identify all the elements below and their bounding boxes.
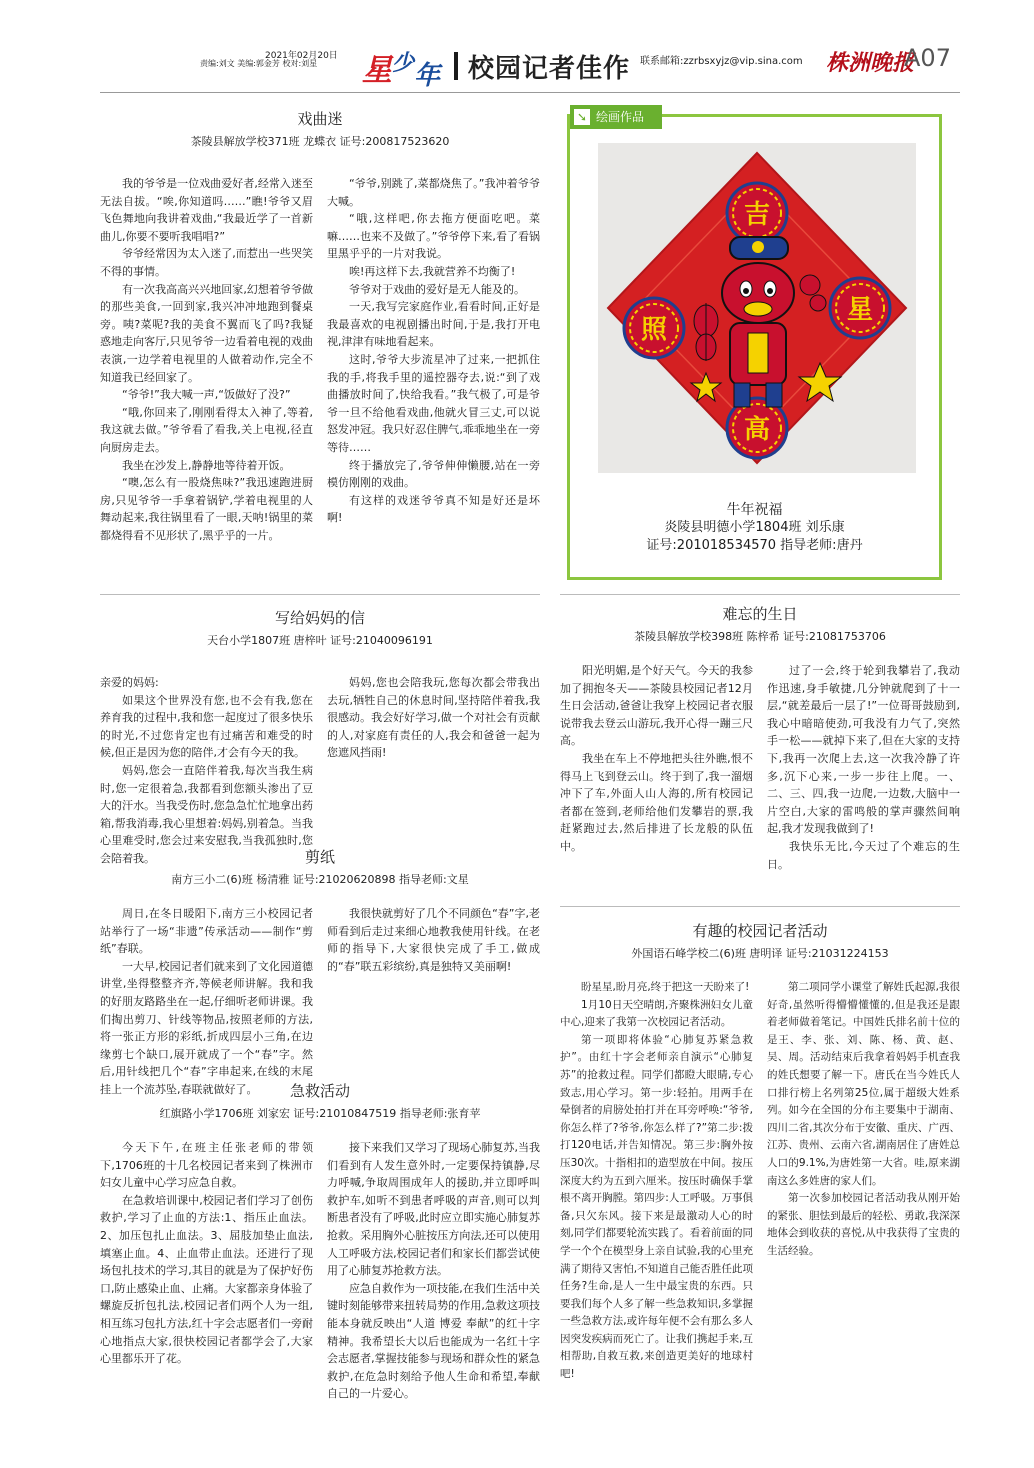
header-rule — [100, 92, 960, 93]
paragraph: 1月10日天空晴朗,齐聚株洲妇女儿童中心,迎来了我第一次校园记者活动。 — [560, 998, 753, 1029]
artwork-cert: 证号:2010185345​70 指导老师:唐丹 — [646, 538, 863, 553]
paragraph: 我快乐无比,今天过了个难忘的生日。 — [767, 839, 960, 871]
text-column — [327, 674, 540, 868]
text-column — [767, 662, 960, 873]
article-byline: 外国语石峰学校二(6)班 唐明译 证号:21031224153 — [631, 947, 889, 960]
artwork-image — [598, 143, 916, 473]
xing-shao-nian-logo — [360, 46, 448, 88]
artwork-caption — [570, 501, 939, 555]
paragraph: 接下来我们又学习了现场心肺复苏,当我们看到有人发生意外时,一定要保持镇静,尽力呼喊,争取周围成年人的援助,并立即呼叫救护车,如听不到患者呼吸的声音,则可以判断患者没有了呼吸,此时应立即实施心肺复苏抢救。采用胸外心脏按压方向法,还可以使用人工呼吸方法,校园记者们和家长们都尝试使用了心肺复苏抢救方法。 — [327, 1141, 540, 1278]
paragraph: “噢,怎么有一股烧焦味?”我迅速跑进厨房,只见爷爷一手拿着锅铲,学着电视里的人舞动起来,我往锅里看了一眼,天呐!锅里的菜都烧得看不见形状了,黑乎乎的一片。 — [100, 476, 313, 542]
article-letter-to-mom — [100, 607, 540, 868]
contact-email: 联系邮箱:zzrbsxyjz@vip.sina.com — [640, 56, 803, 67]
artwork-box — [567, 110, 942, 580]
paragraph: 有一次我高高兴兴地回家,幻想着爷爷做的那些美食,一回到家,我兴冲冲地跑到餐桌旁。咦?菜呢?我的美食不翼而飞了吗?我疑惑地走向客厅,只见爷爷一边看着电视的戏曲表演,一边学着电视里的人做着动作,完全不知道我已经回家了。 — [100, 282, 313, 384]
page-number: A07 — [904, 44, 951, 72]
article-reporter-activity — [560, 920, 960, 1384]
header-divider — [454, 52, 458, 80]
paragraph: 有这样的戏迷爷爷真不知是好还是坏啊! — [327, 493, 540, 525]
svg-text:星: 星 — [846, 295, 874, 325]
paragraph: 爷爷经常因为太入迷了,而惹出一些哭笑不得的事情。 — [100, 247, 313, 278]
article-byline: 茶陵县解放学校371班 龙蝶衣 证号:20081752362​0 — [190, 135, 450, 148]
paragraph: 第一项即将体验“心肺复苏紧急救护”。由红十字会老师亲自演示“心肺复苏”的抢救过程。同学们都瞪大眼睛,专心致志,用心学习。第一步:轻拍。用两手在晕倒者的肩膀处拍打并在耳旁呼唤:“爷爷,你怎么样了?爷爷,你怎么样了?”第二步:拨打120电话,并告知情况。第三步:胸外按压30次。十指相扣的造型放在中间。按压深度大约为五到六厘米。按压时确保手掌根不离开胸膛。第四步:人工呼吸。万事俱备,只欠东风。接下来是最激动人心的时刻,同学们都要轮流实践了。看着前面的同学一个个在模型身上亲自试验,我的心里充满了期待又害怕,不知道自己能否胜任此项任务?生命,是人一生中最宝贵的东西。只要我们每个人多了解一些急救知识,多掌握一些急救方法,或许每年便不会有那么多人因突发疾病而死亡了。让我们携起手来,互相帮助,自救互救,来创造更美好的地球村吧! — [560, 1033, 753, 1381]
paragraph: 一天,我写完家庭作业,看看时间,正好是我最喜欢的电视剧播出时间,于是,我打开电视,津津有味地看起来。 — [327, 300, 540, 349]
article-title: 戏曲迷 — [297, 110, 343, 128]
svg-text:吉: 吉 — [743, 200, 771, 230]
text-column — [560, 662, 753, 873]
svg-text:照: 照 — [640, 315, 668, 345]
page-header — [0, 40, 1034, 90]
artwork-title: 牛年祝福 — [726, 502, 783, 518]
article-byline: 红旗路小学1706班 刘家宏 证号:21010847519 指导老师:张育苹 — [159, 1107, 481, 1120]
paragraph: 第二项同学小课堂了解姓氏起源,我很好奇,虽然听得懵懵懂懂的,但是我还是跟着老师做着笔记。中国姓氏排名前十位的是王、李、张、刘、陈、杨、黄、赵、吴、周。活动结束后我拿着妈妈手机查我的姓氏想要了解一下。唐氏在当今姓氏人口排行榜上名列第25位,属于超级大姓系列。如今在全国的分布主要集中于湖南、四川二省,其次分布于安徽、重庆、广西、江苏、贵州、云南六省,湖南居住了唐姓总人口的9.1%,为唐姓第一大省。哇,原来湖南这么多姓唐的家人们。 — [767, 981, 960, 1187]
paragraph: 亲爱的妈妈: — [100, 676, 159, 689]
paragraph: 盼星星,盼月亮,终于把这一天盼来了! — [581, 981, 750, 993]
paragraph: 今天下午,在班主任张老师的带领下,1706班的十几名校园记者来到了株洲市妇女儿童中心学习应急自救。 — [100, 1141, 313, 1190]
artwork-tag-label: 绘画作品 — [596, 110, 645, 124]
article-byline: 茶陵县解放学校398班 陈梓希 证号:21081753706 — [634, 630, 886, 643]
section-title: 校园记者佳作 — [468, 54, 631, 84]
article-title: 剪纸 — [304, 848, 335, 866]
article-byline: 天台小学1807班 唐梓叶 证号:21040096191 — [207, 634, 433, 647]
article-paper-cutting — [100, 846, 540, 1099]
editor-credits: 责编:刘文 美编:郭金芳 校对:刘星 — [200, 59, 318, 68]
text-column — [560, 979, 753, 1384]
text-column — [327, 1139, 540, 1403]
article-memorable-birthday — [560, 603, 960, 873]
paragraph: 一大早,校园记者们就来到了文化园道德讲堂,坐得整整齐齐,等候老师讲解。我和我的好朋友路路坐在一起,仔细听老师讲课。我们掏出剪刀、针线等物品,按照老师的方法,将一张正方形的彩纸,折成四层小三角,在边缘剪七个缺口,展开就成了一个“春”字。然后,用针线把几个“春”字串起来,在线的末尾挂上一个流苏坠,春联就做好了。 — [100, 959, 313, 1096]
section-rule — [560, 906, 960, 907]
text-column — [100, 905, 313, 1099]
paragraph: 唉!再这样下去,我就营养不均衡了! — [349, 264, 516, 278]
paragraph: 我坐在沙发上,静静地等待着开饭。 — [122, 458, 291, 472]
artwork-school: 炎陵县明德小学1804班 刘乐康 — [664, 520, 845, 535]
paragraph: 妈妈,您会一直陪伴着我,每次当我生病时,您一定很着急,我都看到您额头渗出了豆大的汗水。当我受伤时,您急急忙忙地拿出药箱,帮我消毒,我心里想着:妈妈,别着急。当我心里难受时,您会过来安慰我,当我孤独时,您会陪着我。 — [100, 763, 313, 865]
paragraph: 在急救培训课中,校园记者们学习了创伤救护,学习了止血的方法:1、指压止血法。2、加压包扎止血法。3、屈肢加垫止血法,填塞止血。4、止血带止血法。还进行了现场包扎技术的学习,其目的就是为了保护好伤口,防止感染止血、止痛。大家都亲身体验了螺旋反折包扎法,校园记者们两个人为一组,相互练习包扎方法,红十字会志愿者们一旁耐心地指点大家,很快校园记者都学会了,大家心里都乐开了花。 — [100, 1193, 313, 1366]
issue-date: 2021年02月20日 — [265, 51, 338, 61]
paragraph: 爷爷对于戏曲的爱好是无人能及的。 — [349, 282, 525, 296]
paragraph: “爷爷,别跳了,菜都烧焦了。”我冲着爷爷大喊。 — [327, 177, 540, 208]
logo-char-3: 年 — [414, 61, 441, 88]
char-circle-right — [830, 278, 890, 338]
paragraph: 应急自救作为一项技能,在我们生活中关键时刻能够带来扭转局势的作用,急救这项技能本身就反映出“人道 博爱 奉献”的红十字精神。我希望长大以后也能成为一名红十字会志愿者,掌握技能参与现场和群众性的紧急救护,在危急时刻给予他人生命和希望,奉献自己的一片爱心。 — [327, 1281, 540, 1401]
arrow-icon: ➘ — [574, 109, 590, 125]
text-column — [767, 979, 960, 1384]
text-column — [100, 1139, 313, 1403]
paragraph: 妈妈,您也会陪我玩,您每次都会带我出去玩,牺牲自己的休息时间,坚持陪伴着我,我很感动。我会好好学习,做一个对社会有贡献的人,对家庭有责任的人,我会和爸爸一起为您遮风挡雨! — [327, 676, 540, 760]
article-opera-fan — [100, 108, 540, 544]
paragraph: 第一次参加校园记者活动我从刚开始的紧张、胆怯到最后的轻松、勇敢,我深深地体会到收获的喜悦,从中我获得了宝贵的生活经验。 — [767, 1192, 960, 1257]
text-column — [327, 905, 540, 1099]
article-title: 有趣的校园记者活动 — [692, 922, 828, 940]
section-rule — [560, 594, 960, 595]
paragraph: “哦,你回来了,刚刚看得太入神了,等着,我这就去做。”爷爷看了看我,关上电视,径直向厨房走去。 — [100, 405, 313, 454]
text-column — [100, 674, 313, 868]
paragraph: 我坐在车上不停地把头往外瞧,恨不得马上飞到登云山。终于到了,我一溜烟冲下了车,外面人山人海的,所有校园记者都在签到,老师给他们发攀岩的票,我赶紧跑过去,然后排进了长龙般的队伍中。 — [560, 751, 753, 853]
logo-char-2: 少 — [392, 51, 415, 76]
char-circle-top — [727, 183, 787, 243]
paragraph: 我很快就剪好了几个不同颜色“春”字,老师看到后走过来细心地教我使用针线。在老师的指导下,大家很快完成了手工,做成的“春”联五彩缤纷,真是独特又美丽啊! — [327, 907, 540, 973]
svg-text:高: 高 — [743, 415, 771, 445]
article-title: 急救活动 — [289, 1082, 350, 1100]
paragraph: 如果这个世界没有您,也不会有我,您在养育我的过程中,我和您一起度过了很多快乐的时光,不过您肯定也有过痛苦和难受的时候,但正是因为您的陪伴,才会有今天的我。 — [100, 693, 313, 760]
article-byline: 南方三小二(6)班 杨清雅 证号:21020620898 指导老师:文星 — [171, 873, 469, 886]
paragraph: 这时,爷爷大步流星冲了过来,一把抓住我的手,将我手里的遥控器夺去,说:“到了戏曲播放时间了,快给我看。”我气极了,可是爷爷一旦不给他看戏曲,他就火冒三丈,可以说怒发冲冠。我只好忍住脾气,乖乖地坐在一旁等待…… — [327, 352, 540, 454]
paragraph: “爷爷!”我大喊一声,“饭做好了没?” — [122, 388, 291, 402]
article-title: 难忘的生日 — [722, 605, 798, 623]
article-title: 写给妈妈的信 — [274, 609, 365, 627]
paragraph: “哦,这样吧,你去拖方便面吃吧。菜嘛……也来不及做了。”爷爷停下来,看了看锅里黑乎乎的一片对我说。 — [327, 212, 540, 261]
paper-cut-illustration — [598, 143, 916, 473]
section-rule — [100, 594, 540, 595]
artwork-tag — [570, 105, 662, 129]
logo-char-1: 星 — [362, 53, 392, 88]
newspaper-name: 株洲晚报 — [826, 50, 915, 76]
paragraph: 周日,在冬日暖阳下,南方三小校园记者站举行了一场“非遗”传承活动——制作“剪纸”春联。 — [100, 907, 313, 956]
text-column — [100, 175, 313, 544]
paragraph: 我的爷爷是一位戏曲爱好者,经常入迷至无法自拔。“唉,你知道吗……”瞧!爷爷又眉飞色舞地向我讲着戏曲,“我最近学了一首新曲儿,你要不要听我唱唱?” — [100, 177, 313, 243]
text-column — [327, 175, 540, 544]
char-circle-left — [624, 298, 684, 358]
paragraph: 阳光明媚,是个好天气。今天的我参加了拥抱冬天——茶陵县校园记者12月生日会活动,爸爸让我穿上校园记者衣服说带我去登云山游玩,我开心得一蹦三尺高。 — [560, 664, 753, 748]
paragraph: 终于播放完了,爷爷伸伸懒腰,站在一旁模仿刚刚的戏曲。 — [327, 458, 540, 490]
paragraph: 过了一会,终于轮到我攀岩了,我动作迅速,身手敏捷,几分钟就爬到了十一层,“就差最后一层了!”一位哥哥鼓励到,我心中暗暗使劲,可我没有力气了,突然手一松——就掉下来了,但在大家的支持下,我再一次爬上去,这一次我冷静了许多,沉下心来,一步一步往上爬。一、二、三、四,我一边爬,一边数,大脑中一片空白,大家的雷鸣般的掌声骤然间响起,我才发现我做到了! — [767, 664, 960, 836]
article-first-aid — [100, 1080, 540, 1403]
